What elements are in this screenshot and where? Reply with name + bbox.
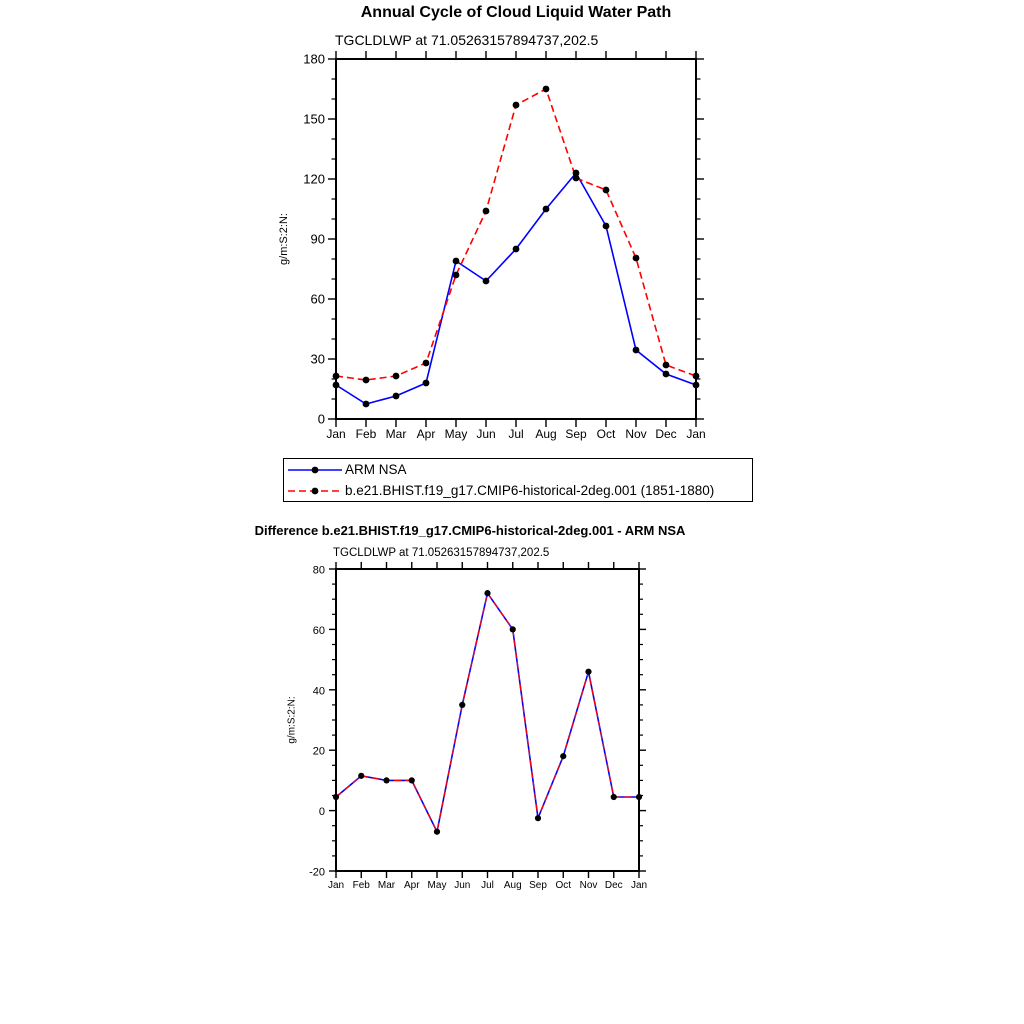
chart1-y-axis-label: g/m:S:2:N:	[278, 213, 290, 265]
x-tick-label: Feb	[352, 880, 370, 891]
data-point-marker	[585, 669, 591, 675]
data-point-marker	[333, 794, 339, 800]
data-point-marker	[363, 401, 370, 408]
data-point-marker	[513, 102, 520, 109]
data-point-marker	[409, 777, 415, 783]
data-point-marker	[483, 208, 490, 215]
difference-plot-series	[333, 590, 642, 835]
data-point-marker	[453, 272, 460, 279]
data-point-marker	[543, 86, 550, 93]
y-tick-label: 60	[312, 624, 325, 637]
x-tick-label: Apr	[416, 427, 436, 441]
data-point-marker	[434, 829, 440, 835]
data-point-marker	[333, 373, 340, 380]
y-tick-label: 0	[318, 806, 325, 819]
data-point-marker	[603, 187, 610, 194]
data-point-marker	[543, 206, 550, 213]
legend-entry-model	[287, 480, 752, 501]
data-point-marker	[393, 393, 400, 400]
x-tick-label: Nov	[579, 880, 598, 891]
data-point-marker	[363, 377, 370, 384]
x-tick-label: Jan	[686, 427, 706, 441]
data-point-marker	[560, 753, 566, 759]
chart2-title: Difference b.e21.BHIST.f19_g17.CMIP6-historical-2deg.001 - ARM NSA	[254, 523, 686, 538]
chart1-title: Annual Cycle of Cloud Liquid Water Path	[360, 4, 672, 21]
legend-entry-arm-nsa	[287, 459, 752, 480]
data-point-marker	[636, 794, 642, 800]
x-tick-label: Dec	[604, 880, 623, 891]
x-tick-label: May	[427, 880, 447, 891]
x-tick-label: Jan	[327, 880, 345, 891]
x-tick-label: Sep	[565, 427, 587, 441]
y-tick-label: 30	[310, 351, 325, 367]
series-line-overlay	[336, 593, 639, 832]
x-tick-label: Mar	[385, 427, 407, 441]
series-line	[336, 593, 639, 832]
data-point-marker	[693, 382, 700, 389]
data-point-marker	[663, 362, 670, 369]
x-tick-label: Apr	[403, 880, 420, 891]
data-point-marker	[663, 371, 670, 378]
chart2-subtitle: TGCLDLWP at 71.05263157894737,202.5	[333, 547, 550, 559]
data-point-marker	[611, 794, 617, 800]
data-point-marker	[423, 380, 430, 387]
y-tick-label: 20	[312, 745, 325, 758]
x-tick-label: Dec	[655, 427, 677, 441]
legend-solid-line-sample	[287, 463, 343, 477]
data-point-marker	[483, 278, 490, 285]
x-tick-label: Oct	[555, 880, 572, 891]
x-tick-label: Mar	[377, 880, 396, 891]
data-point-marker	[603, 223, 610, 230]
data-point-marker	[358, 773, 364, 779]
y-tick-label: 60	[310, 291, 325, 307]
data-point-marker	[573, 175, 580, 182]
x-tick-label: Jan	[630, 880, 648, 891]
y-tick-label: 150	[303, 111, 325, 127]
legend-label-arm-nsa: ARM NSA	[345, 462, 407, 477]
y-tick-label: -20	[309, 866, 325, 879]
data-point-marker	[633, 255, 640, 262]
y-tick-label: 120	[303, 171, 325, 187]
data-point-marker	[513, 246, 520, 253]
y-tick-label: 40	[312, 685, 325, 698]
x-tick-label: Jul	[508, 427, 524, 441]
data-point-marker	[393, 373, 400, 380]
chart1-subtitle: TGCLDLWP at 71.05263157894737,202.5	[335, 32, 599, 48]
x-tick-label: Feb	[355, 427, 377, 441]
legend-dashed-line-sample	[287, 484, 343, 498]
legend-box	[283, 458, 753, 502]
x-tick-label: Jan	[326, 427, 346, 441]
x-tick-label: Jun	[454, 880, 471, 891]
data-point-marker	[633, 347, 640, 354]
x-tick-label: May	[444, 427, 468, 441]
data-point-marker	[535, 815, 541, 821]
annual-cycle-plot-series	[333, 86, 700, 408]
difference-plot-axes	[309, 562, 647, 891]
data-point-marker	[693, 373, 700, 380]
series-line	[336, 89, 696, 380]
data-point-marker	[453, 258, 460, 265]
data-point-marker	[333, 382, 340, 389]
series-line	[336, 173, 696, 404]
data-point-marker	[510, 626, 516, 632]
y-tick-label: 180	[303, 51, 325, 67]
x-tick-label: Oct	[596, 427, 616, 441]
data-point-marker	[459, 702, 465, 708]
x-tick-label: Aug	[535, 427, 557, 441]
data-point-marker	[484, 590, 490, 596]
x-tick-label: Nov	[625, 427, 647, 441]
chart2-y-axis-label: g/m:S:2:N:	[286, 696, 298, 744]
y-tick-label: 80	[312, 564, 325, 577]
x-tick-label: Jun	[476, 427, 496, 441]
y-tick-label: 0	[317, 411, 325, 427]
x-tick-label: Jul	[481, 880, 494, 891]
annual-cycle-plot-axes	[303, 51, 705, 441]
data-point-marker	[383, 777, 389, 783]
y-tick-label: 90	[310, 231, 325, 247]
x-tick-label: Aug	[503, 880, 522, 891]
data-point-marker	[423, 360, 430, 367]
legend-label-model: b.e21.BHIST.f19_g17.CMIP6-historical-2deg.001 (1851-1880)	[345, 483, 715, 498]
x-tick-label: Sep	[529, 880, 547, 891]
